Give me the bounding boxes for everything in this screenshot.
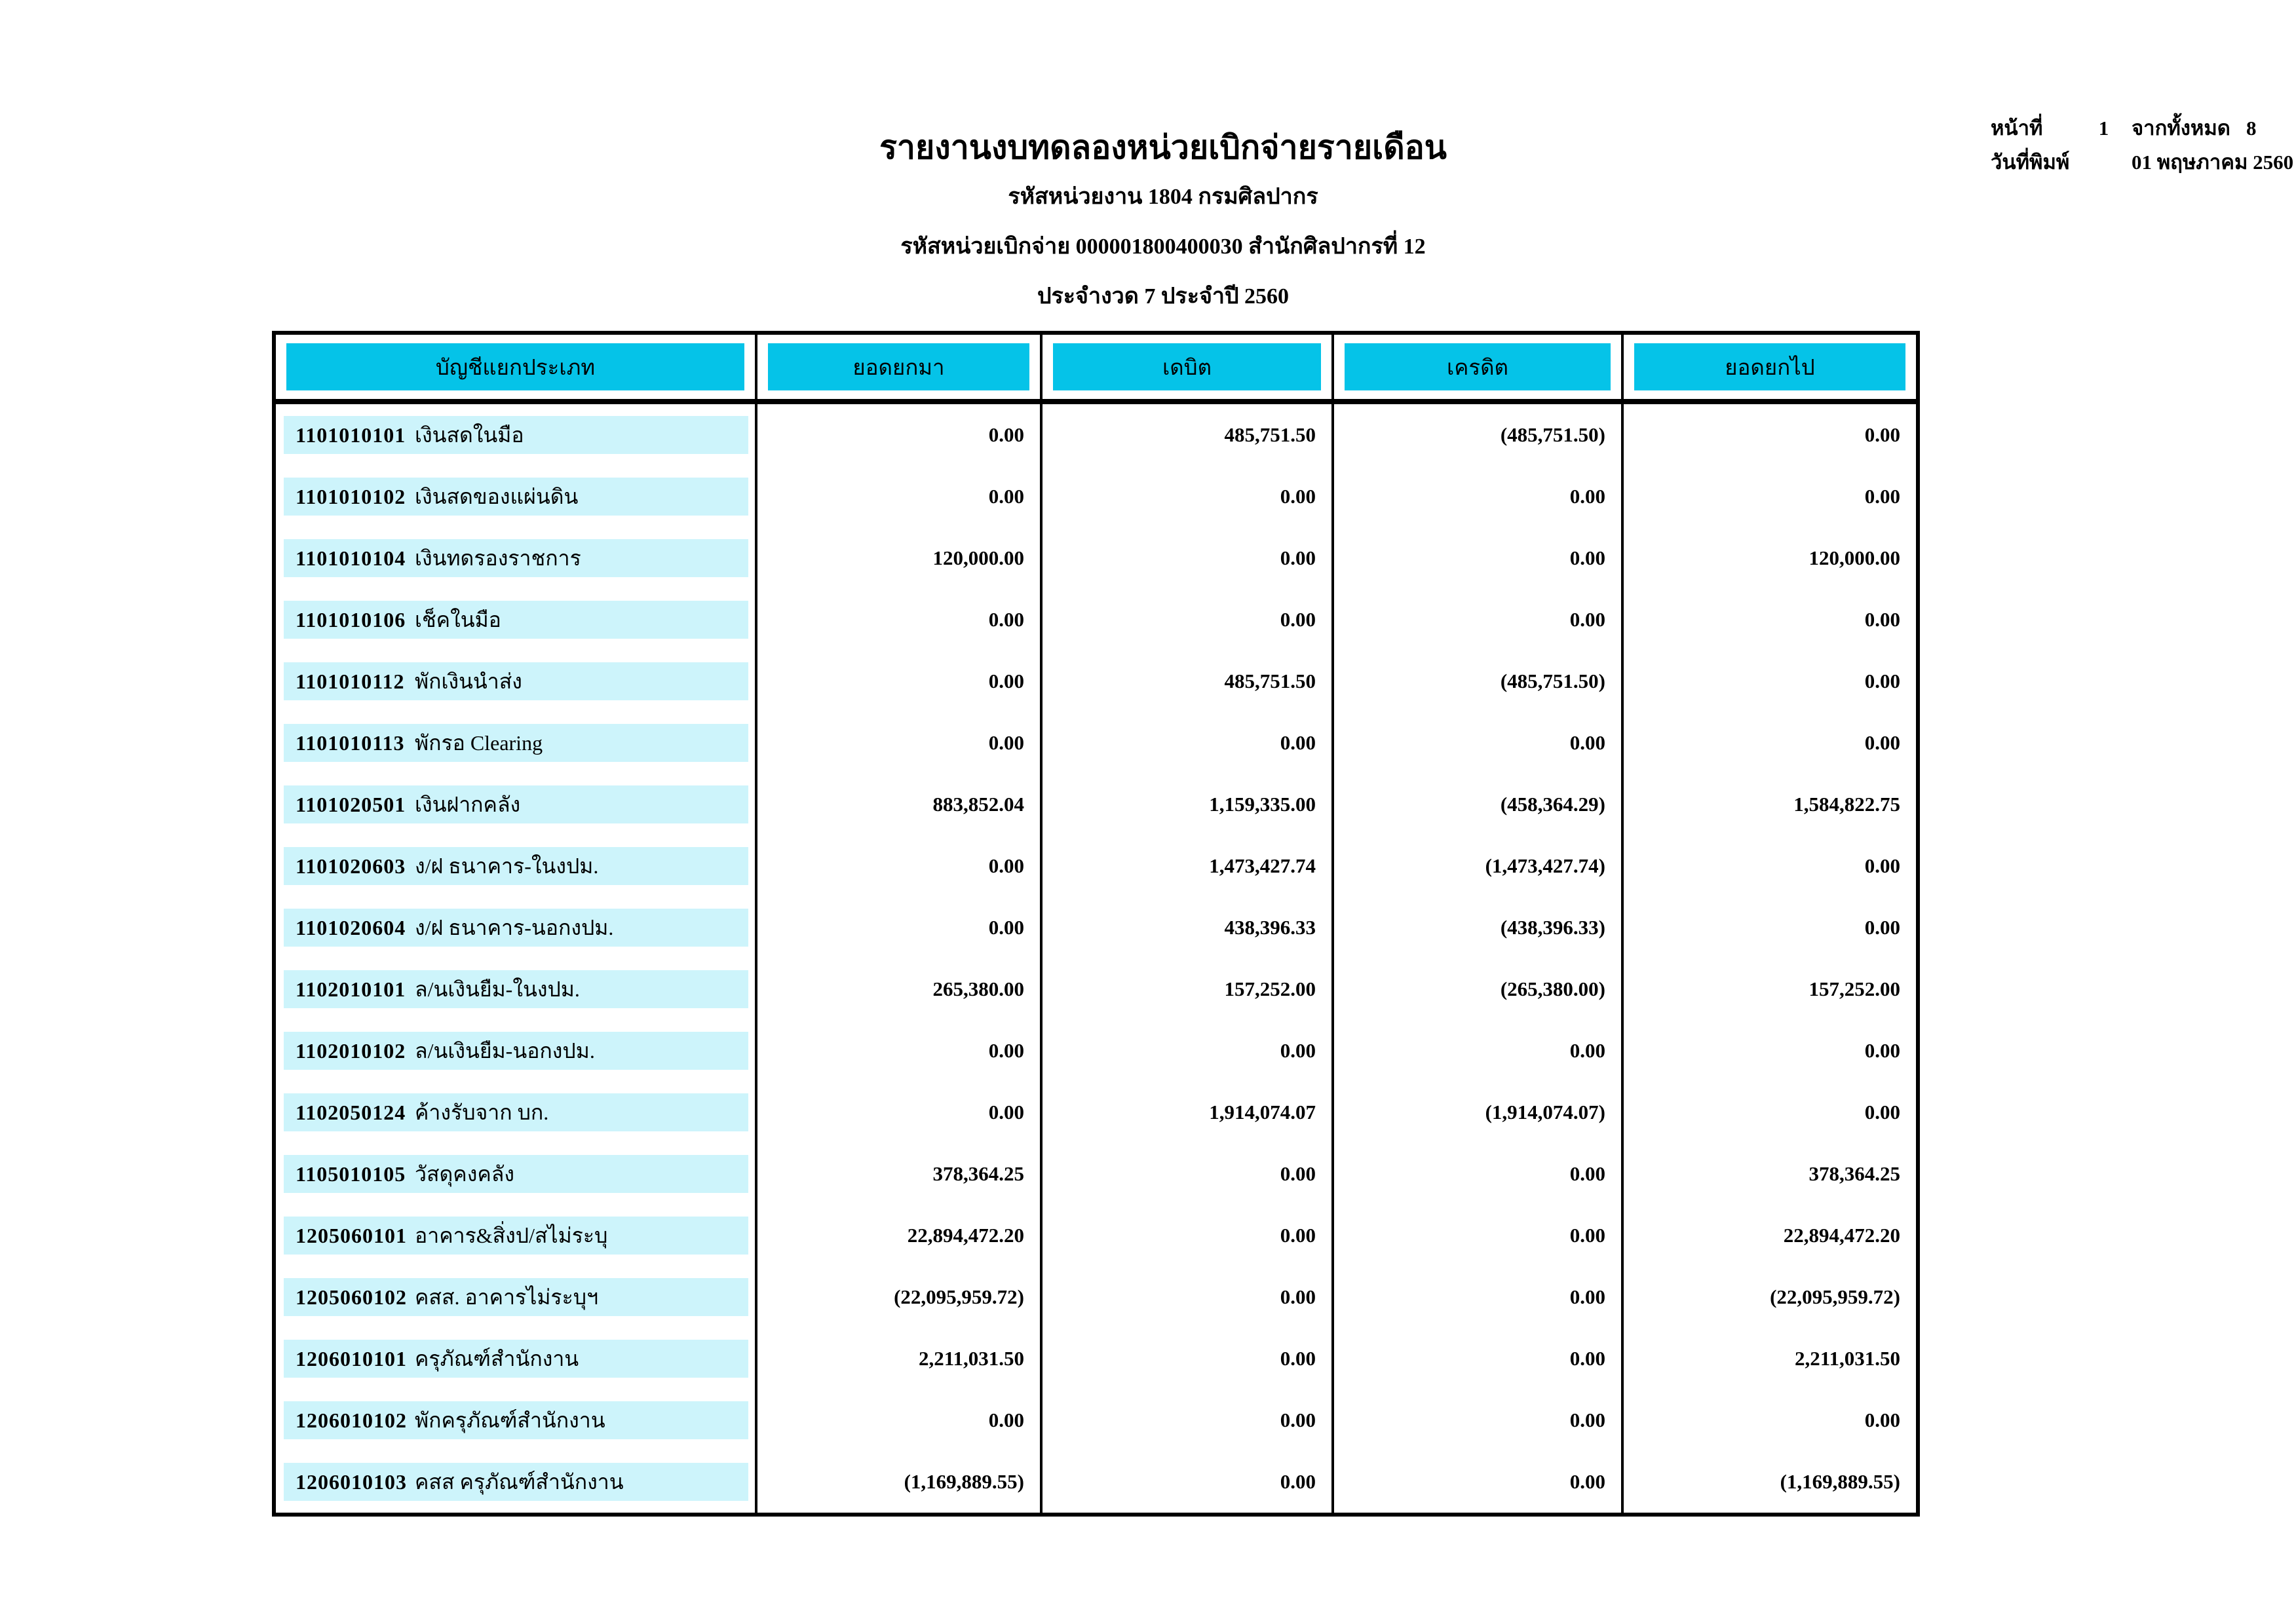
table-row — [276, 1082, 1916, 1143]
account-cell — [276, 1082, 757, 1143]
account-highlight-bar — [284, 970, 748, 1008]
table-row — [276, 589, 1916, 651]
account-code: 1102010101 — [296, 977, 406, 1001]
table-row — [276, 1389, 1916, 1451]
table-body — [276, 404, 1916, 1513]
agency-code-line: รหัสหน่วยงาน 1804 กรมศิลปากร — [1008, 185, 1318, 209]
cell-credit: 0.00 — [1334, 1143, 1624, 1205]
page-number-row — [1991, 111, 2293, 145]
cell-carry-in: 0.00 — [757, 466, 1043, 527]
cell-carry-in: 0.00 — [757, 1389, 1043, 1451]
account-code: 1101010112 — [296, 669, 405, 693]
cell-credit: (485,751.50) — [1334, 404, 1624, 466]
cell-debit: 485,751.50 — [1043, 404, 1334, 466]
header-chip-account: บัญชีแยกประเภท — [286, 343, 744, 390]
header-chip-carry-in: ยอดยกมา — [768, 343, 1029, 390]
print-date: 01 พฤษภาคม 2560 — [2132, 151, 2294, 174]
header-chip-carry-out: ยอดยกไป — [1634, 343, 1905, 390]
cell-carry-in: 0.00 — [757, 404, 1043, 466]
table-row — [276, 835, 1916, 897]
cell-carry-in: 0.00 — [757, 589, 1043, 651]
account-highlight-bar — [284, 539, 748, 577]
table-row — [276, 1328, 1916, 1389]
account-highlight-bar — [284, 1401, 748, 1439]
account-name: ค้างรับจาก บก. — [415, 1100, 549, 1124]
account-highlight-bar — [284, 724, 748, 762]
cell-carry-out: 378,364.25 — [1808, 1162, 1900, 1185]
print-date-label: วันที่พิมพ์ — [1991, 151, 2070, 174]
table-row — [276, 1020, 1916, 1082]
account-name: ล/นเงินยืม-ในงปม. — [415, 977, 580, 1001]
cell-carry-out: 0.00 — [1864, 485, 1900, 508]
account-code: 1101020603 — [296, 854, 406, 878]
account-highlight-bar — [284, 662, 748, 700]
account-highlight-bar — [284, 1340, 748, 1378]
cell-credit: (1,473,427.74) — [1334, 835, 1624, 897]
account-highlight-bar — [284, 1032, 748, 1070]
cell-carry-in: (22,095,959.72) — [757, 1266, 1043, 1328]
cell-debit: 1,159,335.00 — [1043, 774, 1334, 835]
table-row — [276, 1451, 1916, 1513]
page-info — [1991, 111, 2293, 179]
cell-credit: (438,396.33) — [1334, 897, 1624, 958]
cell-carry-out: 2,211,031.50 — [1794, 1347, 1900, 1370]
account-code: 1101010101 — [296, 423, 406, 447]
cell-carry-out: (1,169,889.55) — [1780, 1470, 1900, 1493]
account-code: 1101020604 — [296, 915, 406, 939]
account-cell — [276, 1020, 757, 1082]
cell-debit: 157,252.00 — [1043, 958, 1334, 1020]
cell-carry-out: (22,095,959.72) — [1770, 1285, 1900, 1308]
cell-credit: (1,914,074.07) — [1334, 1082, 1624, 1143]
cell-carry-out: 0.00 — [1864, 916, 1900, 939]
cell-debit: 0.00 — [1043, 712, 1334, 774]
disbursement-unit-line: รหัสหน่วยเบิกจ่าย 000001800400030 สำนักศิลปากรที่ 12 — [900, 235, 1426, 259]
cell-carry-in: 0.00 — [757, 1082, 1043, 1143]
account-name: คสส ครุภัณฑ์สำนักงาน — [415, 1469, 624, 1494]
header-cell-account — [276, 335, 757, 399]
account-code: 1101010102 — [296, 484, 406, 508]
cell-debit: 0.00 — [1043, 1020, 1334, 1082]
account-cell — [276, 1266, 757, 1328]
cell-debit: 0.00 — [1043, 1389, 1334, 1451]
account-highlight-bar — [284, 785, 748, 823]
account-code: 1206010102 — [296, 1408, 407, 1432]
account-highlight-bar — [284, 416, 748, 454]
account-name: ง/ฝ ธนาคาร-ในงปม. — [415, 854, 599, 878]
of-total-label: จากทั้งหมด — [2132, 117, 2230, 140]
header-chip-debit: เดบิต — [1053, 343, 1321, 390]
account-highlight-bar — [284, 601, 748, 639]
cell-carry-out: 0.00 — [1864, 1039, 1900, 1062]
account-name: เช็คในมือ — [415, 607, 501, 632]
table-row — [276, 651, 1916, 712]
cell-debit: 0.00 — [1043, 1205, 1334, 1266]
cell-debit: 438,396.33 — [1043, 897, 1334, 958]
account-highlight-bar — [284, 478, 748, 516]
cell-carry-in: 265,380.00 — [757, 958, 1043, 1020]
account-cell — [276, 712, 757, 774]
cell-carry-out: 1,584,822.75 — [1793, 793, 1900, 816]
account-name: คสส. อาคารไม่ระบุฯ — [415, 1285, 599, 1309]
account-cell — [276, 1389, 757, 1451]
cell-credit: 0.00 — [1334, 1451, 1624, 1513]
cell-credit: 0.00 — [1334, 589, 1624, 651]
table-row — [276, 466, 1916, 527]
cell-debit: 0.00 — [1043, 1451, 1334, 1513]
header-cell-credit — [1334, 335, 1624, 399]
cell-debit: 0.00 — [1043, 589, 1334, 651]
cell-carry-out: 0.00 — [1864, 1408, 1900, 1431]
cell-debit: 0.00 — [1043, 1266, 1334, 1328]
cell-carry-in: 0.00 — [757, 897, 1043, 958]
cell-credit: 0.00 — [1334, 1389, 1624, 1451]
header-chip-credit: เครดิต — [1345, 343, 1611, 390]
cell-carry-out: 0.00 — [1864, 608, 1900, 631]
cell-carry-out: 0.00 — [1864, 423, 1900, 446]
account-name: เงินทดรองราชการ — [415, 546, 581, 570]
cell-carry-out: 157,252.00 — [1808, 977, 1900, 1000]
account-name: เงินสดในมือ — [415, 423, 524, 447]
table-row — [276, 958, 1916, 1020]
table-row — [276, 1266, 1916, 1328]
account-name: ง/ฝ ธนาคาร-นอกงปม. — [415, 915, 614, 939]
cell-carry-in: 2,211,031.50 — [757, 1328, 1043, 1389]
account-name: ครุภัณฑ์สำนักงาน — [415, 1346, 579, 1370]
cell-credit: 0.00 — [1334, 466, 1624, 527]
account-cell — [276, 1328, 757, 1389]
table-row — [276, 774, 1916, 835]
account-cell — [276, 651, 757, 712]
account-highlight-bar — [284, 1093, 748, 1131]
account-name: ล/นเงินยืม-นอกงปม. — [415, 1038, 595, 1063]
cell-carry-out: 0.00 — [1864, 854, 1900, 877]
account-highlight-bar — [284, 1463, 748, 1501]
cell-carry-in: 378,364.25 — [757, 1143, 1043, 1205]
account-code: 1105010105 — [296, 1161, 406, 1186]
period-line: ประจำงวด 7 ประจำปี 2560 — [1037, 284, 1290, 309]
cell-carry-out: 0.00 — [1864, 1101, 1900, 1124]
page-number: 1 — [2098, 117, 2109, 140]
cell-credit: 0.00 — [1334, 1328, 1624, 1389]
cell-carry-out: 120,000.00 — [1808, 546, 1900, 569]
account-name: พักรอ Clearing — [415, 730, 543, 755]
account-name: พักเงินนำส่ง — [415, 669, 522, 693]
cell-carry-in: 0.00 — [757, 835, 1043, 897]
account-highlight-bar — [284, 1217, 748, 1255]
account-cell — [276, 1143, 757, 1205]
cell-credit: (265,380.00) — [1334, 958, 1624, 1020]
total-pages: 8 — [2246, 117, 2257, 140]
account-code: 1101010113 — [296, 730, 405, 755]
account-cell — [276, 527, 757, 589]
table-row — [276, 1205, 1916, 1266]
account-code: 1102010102 — [296, 1038, 406, 1063]
cell-debit: 485,751.50 — [1043, 651, 1334, 712]
account-cell — [276, 404, 757, 466]
cell-carry-in: 883,852.04 — [757, 774, 1043, 835]
account-code: 1206010101 — [296, 1346, 407, 1370]
cell-debit: 0.00 — [1043, 1143, 1334, 1205]
account-cell — [276, 835, 757, 897]
account-cell — [276, 1451, 757, 1513]
cell-carry-in: 0.00 — [757, 651, 1043, 712]
account-name: เงินฝากคลัง — [415, 792, 521, 816]
account-code: 1205060102 — [296, 1285, 407, 1309]
account-code: 1101010106 — [296, 607, 406, 632]
account-cell — [276, 958, 757, 1020]
account-highlight-bar — [284, 909, 748, 947]
cell-credit: 0.00 — [1334, 1266, 1624, 1328]
cell-debit: 0.00 — [1043, 1328, 1334, 1389]
cell-debit: 0.00 — [1043, 466, 1334, 527]
cell-carry-out: 0.00 — [1864, 731, 1900, 754]
account-code: 1101020501 — [296, 792, 406, 816]
cell-carry-in: 0.00 — [757, 712, 1043, 774]
account-name: อาคาร&สิ่งป/สไม่ระบุ — [415, 1223, 608, 1247]
account-cell — [276, 589, 757, 651]
page-label: หน้าที่ — [1991, 117, 2043, 140]
cell-debit: 0.00 — [1043, 527, 1334, 589]
account-cell — [276, 1205, 757, 1266]
account-code: 1101010104 — [296, 546, 406, 570]
account-cell — [276, 466, 757, 527]
table-header-row — [276, 335, 1916, 404]
cell-carry-in: 22,894,472.20 — [757, 1205, 1043, 1266]
account-highlight-bar — [284, 1155, 748, 1193]
account-code: 1205060101 — [296, 1223, 407, 1247]
account-name: พักครุภัณฑ์สำนักงาน — [415, 1408, 605, 1432]
table-row — [276, 1143, 1916, 1205]
account-name: วัสดุคงคลัง — [415, 1161, 514, 1186]
cell-debit: 1,473,427.74 — [1043, 835, 1334, 897]
trial-balance-table — [272, 331, 1920, 1517]
cell-credit: 0.00 — [1334, 527, 1624, 589]
account-name: เงินสดของแผ่นดิน — [415, 484, 579, 508]
table-row — [276, 527, 1916, 589]
report-title: รายงานงบทดลองหน่วยเบิกจ่ายรายเดือน — [879, 129, 1447, 166]
cell-credit: 0.00 — [1334, 712, 1624, 774]
account-highlight-bar — [284, 1278, 748, 1316]
print-date-row — [1991, 145, 2293, 179]
cell-credit: 0.00 — [1334, 1205, 1624, 1266]
account-code: 1102050124 — [296, 1100, 406, 1124]
table-row — [276, 404, 1916, 466]
cell-credit: (458,364.29) — [1334, 774, 1624, 835]
table-row — [276, 712, 1916, 774]
account-code: 1206010103 — [296, 1469, 407, 1494]
cell-credit: 0.00 — [1334, 1020, 1624, 1082]
cell-carry-in: 0.00 — [757, 1020, 1043, 1082]
header-cell-carry-out — [1624, 335, 1916, 399]
header-cell-carry-in — [757, 335, 1043, 399]
cell-carry-in: 120,000.00 — [757, 527, 1043, 589]
cell-credit: (485,751.50) — [1334, 651, 1624, 712]
cell-carry-out: 22,894,472.20 — [1783, 1224, 1900, 1247]
cell-debit: 1,914,074.07 — [1043, 1082, 1334, 1143]
table-row — [276, 897, 1916, 958]
account-highlight-bar — [284, 847, 748, 885]
cell-carry-out: 0.00 — [1864, 670, 1900, 692]
cell-carry-in: (1,169,889.55) — [757, 1451, 1043, 1513]
header-cell-debit — [1043, 335, 1334, 399]
account-cell — [276, 897, 757, 958]
account-cell — [276, 774, 757, 835]
